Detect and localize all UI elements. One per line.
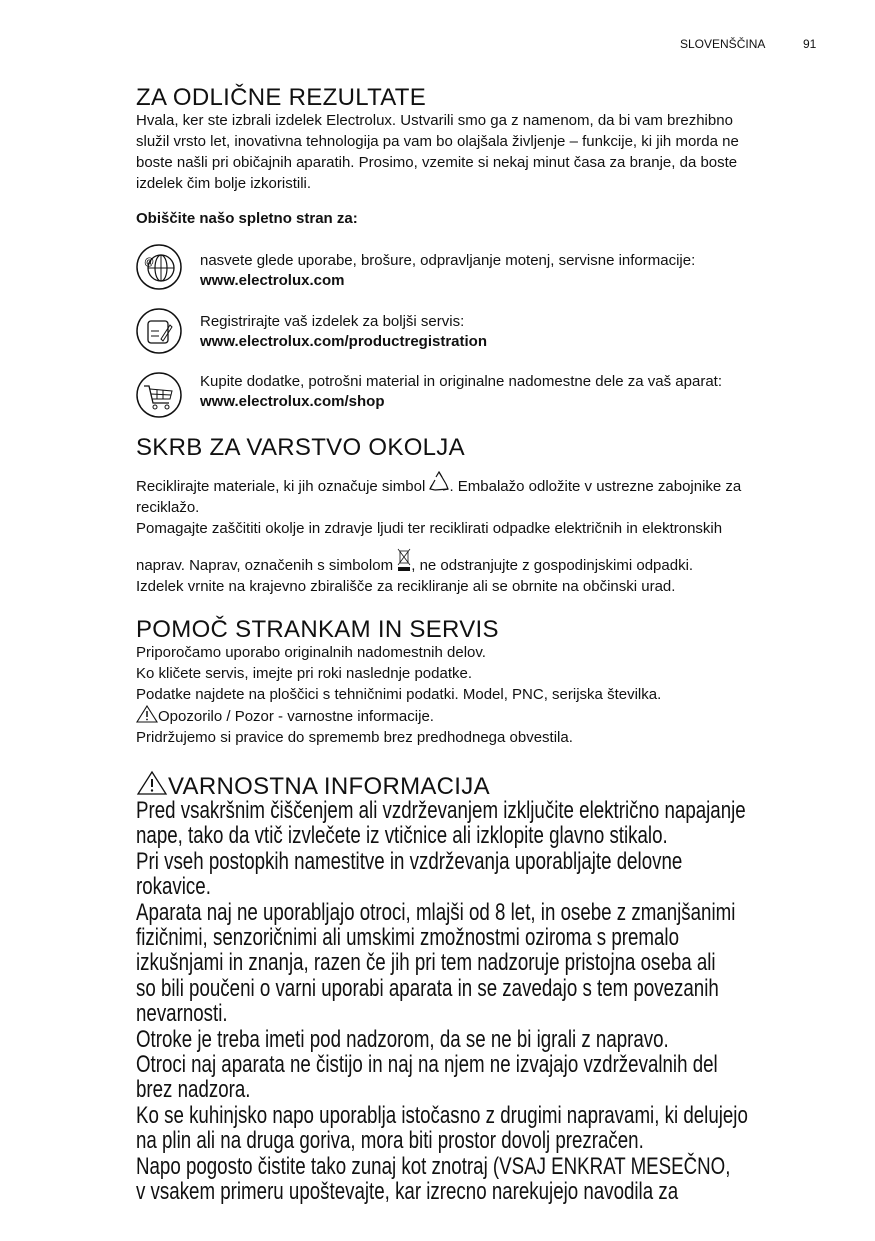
- text-line: Napo pogosto čistite tako zunaj kot znotraj (VSAJ ENKRAT MESEČNO,: [136, 1152, 731, 1180]
- section-title-results: ZA ODLIČNE REZULTATE: [136, 84, 427, 111]
- text-line: nevarnosti.: [136, 1000, 228, 1028]
- registration-link[interactable]: www.electrolux.com/productregistration: [200, 333, 487, 350]
- text-line: Hvala, ker ste izbrali izdelek Electrolux. Ustvarili smo ga z namenom, da bi vam brezhibno: [136, 112, 733, 129]
- link-item-shop: [200, 372, 722, 412]
- text-line: so bili poučeni o varni uporabi aparata in se zavedajo s tem povezanih: [136, 974, 719, 1002]
- text: naprav. Naprav, označenih s simbolom: [136, 557, 398, 574]
- text-line: Ko se kuhinjsko napo uporablja istočasno z drugimi napravami, ki delujejo: [136, 1101, 748, 1129]
- item-text: Kupite dodatke, potrošni material in originalne nadomestne dele za vaš aparat:: [200, 373, 722, 390]
- text-line: izkušnjami in znanja, razen če jih pri tem nadzoruje pristojna oseba ali: [136, 949, 716, 977]
- text: . Embalažo odložite v ustrezne zabojnike za: [449, 478, 742, 495]
- text-line: rokavice.: [136, 873, 211, 901]
- section-title-service: POMOČ STRANKAM IN SERVIS: [136, 616, 499, 643]
- text-line: Pri vseh postopkih namestitve in vzdrževanja uporabljajte delovne: [136, 847, 683, 875]
- intro-paragraph: [136, 110, 826, 194]
- text-line: Aparata naj ne uporabljajo otroci, mlajši od 8 let, in osebe z zmanjšanimi: [136, 898, 736, 926]
- website-link[interactable]: www.electrolux.com: [200, 272, 345, 289]
- text-line: reciklažo.: [136, 499, 200, 516]
- text-line: Pomagajte zaščititi okolje in zdravje ljudi ter reciklirati odpadke električnih in elektronskih: [136, 520, 723, 537]
- warning-icon: [136, 770, 168, 796]
- registration-icon: [135, 307, 183, 355]
- text-line: fizičnimi, senzoričnimi ali umskimi zmožnostmi oziroma s premalo: [136, 924, 680, 952]
- safety-paragraph: [136, 798, 875, 1205]
- text-line: Ko kličete servis, imejte pri roki naslednje podatke.: [136, 665, 472, 682]
- text: Opozorilo / Pozor - varnostne informacije.: [158, 708, 434, 725]
- text-line: na plin ali na druga goriva, mora biti prostor dovolj prezračen.: [136, 1127, 644, 1155]
- link-item-registration: [200, 312, 487, 352]
- text: , ne odstranjujte z gospodinjskimi odpadki.: [411, 557, 694, 574]
- service-paragraph: [136, 642, 826, 748]
- text-line: izdelek čim bolje izkoristili.: [136, 175, 312, 192]
- text-line: Izdelek vrnite na krajevno zbirališče za recikliranje ali se obrnite na občinski urad.: [136, 578, 676, 595]
- text-line: brez nadzora.: [136, 1076, 251, 1104]
- header-section: SLOVENŠČINA: [680, 37, 766, 51]
- item-text: Registrirajte vaš izdelek za boljši servis:: [200, 313, 465, 330]
- globe-icon: [135, 243, 183, 291]
- warning-icon: [136, 705, 158, 723]
- title-text: VARNOSTNA INFORMACIJA: [168, 773, 490, 800]
- text-line: v vsakem primeru upoštevajte, kar izrecno narekujejo navodila za: [136, 1178, 679, 1206]
- text: Reciklirajte materiale, ki jih označuje simbol: [136, 478, 430, 495]
- text-line: služil vrsto let, inovativna tehnologija pa vam bo olajšala življenje – funkcije, ki jih morda ne: [136, 133, 739, 150]
- environment-paragraph: [136, 471, 826, 597]
- text-line: boste našli pri običajnih aparatih. Prosimo, vzemite si nekaj minut časa za branje, da boste: [136, 154, 738, 171]
- text-line: Otroke je treba imeti pod nadzorom, da se ne bi igrali z napravo.: [136, 1025, 669, 1053]
- text-line: Pridržujemo si pravice do sprememb brez predhodnega obvestila.: [136, 729, 573, 746]
- text-line: nape, tako da vtič izvlečete iz vtičnice ali izklopite glavno stikalo.: [136, 822, 668, 850]
- item-text: nasvete glede uporabe, brošure, odpravljanje motenj, servisne informacije:: [200, 252, 696, 269]
- link-item-website: [200, 251, 695, 291]
- weee-bin-icon: [397, 548, 411, 572]
- svg-text:@: @: [144, 257, 155, 268]
- text-line: Podatke najdete na ploščici s tehničnimi podatki. Model, PNC, serijska številka.: [136, 686, 662, 703]
- text-line: Otroci naj aparata ne čistijo in naj na njem ne izvajajo vzdrževalnih del: [136, 1051, 718, 1079]
- page-number: 91: [803, 37, 817, 51]
- recycle-icon: [429, 471, 449, 493]
- text-line: Priporočamo uporabo originalnih nadomestnih delov.: [136, 644, 486, 661]
- shop-link[interactable]: www.electrolux.com/shop: [200, 393, 385, 410]
- text-line: Pred vsakršnim čiščenjem ali vzdrževanjem izključite električno napajanje: [136, 797, 746, 824]
- cart-icon: [135, 371, 183, 419]
- section-title-environment: SKRB ZA VARSTVO OKOLJA: [136, 434, 465, 461]
- visit-label: Obiščite našo spletno stran za:: [136, 210, 358, 227]
